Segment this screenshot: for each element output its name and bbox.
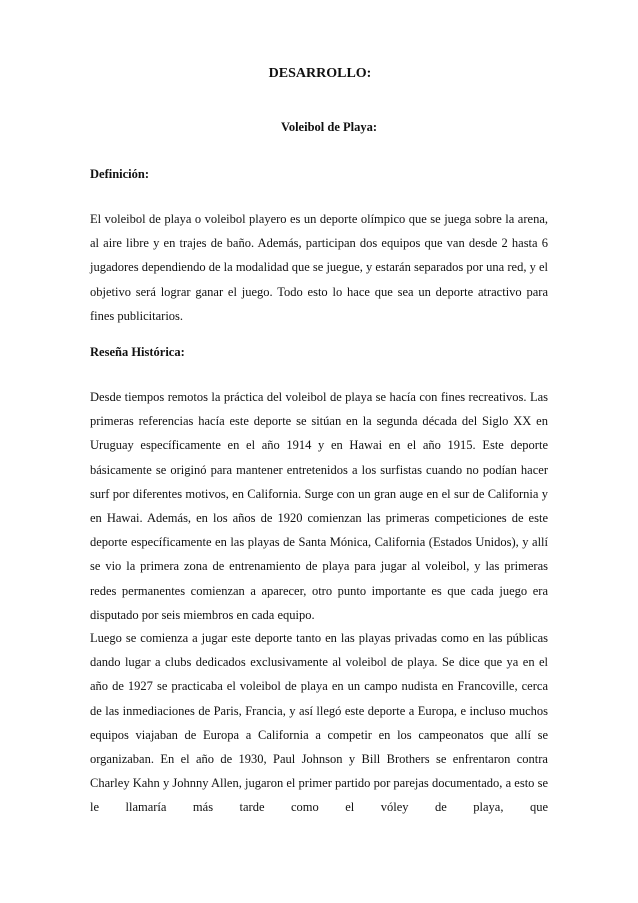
- definition-heading: Definición:: [90, 167, 150, 181]
- history-paragraph-2: Luego se comienza a jugar este deporte tanto en las playas privadas como en las públicas dando lugar a clubs dedicados exclusivamente al voleibol de playa. Se dice que ya en el año de 1927 se practicaba el voleibol de playa en un campo nudista en Francoville, cerca de las inmediaciones de Paris, Francia, y así llegó este deporte a Europa, e incluso muchos equipos viajaban de Europa a California a competir en los campeonatos que allí se organizaban. En el año de 1930, Paul Johnson y Bill Brothers se enfrentaron contra Charley Kahn y Johnny Allen, jugaron el primer partido por parejas documentado, a esto se le llamaría más tarde como el vóley de playa, que: [90, 631, 548, 815]
- document-subtitle: Voleibol de Playa:: [280, 120, 378, 134]
- definition-paragraph: El voleibol de playa o voleibol playero es un deporte olímpico que se juega sobre la arena, al aire libre y en trajes de baño. Además, participan dos equipos que van desde 2 hasta 6 jugadores dependiendo de la modalidad que se juegue, y estarán separados por una red, y el objetivo será lograr ganar el juego. Todo esto lo hace que sea un deporte atractivo para fines publicitarios.: [90, 212, 548, 323]
- history-heading: Reseña Histórica:: [90, 345, 185, 359]
- document-title: DESARROLLO:: [268, 66, 372, 81]
- history-paragraph-1: Desde tiempos remotos la práctica del voleibol de playa se hacía con fines recreativos. Las primeras referencias hacía este deporte se sitúan en la segunda década del Siglo XX en Uruguay específicamente en el año 1914 y en Hawai en el año 1915. Este deporte básicamente se originó para mantener entretenidos a los surfistas cuando no podían hacer surf por diferentes motivos, en California. Surge con un gran auge en el sur de California y en Hawai. Además, en los años de 1920 comienzan las primeras competiciones de este deporte específicamente en las playas de Santa Mónica, California (Estados Unidos), y allí se vio la primera zona de entrenamiento de playa para jugar al voleibol, y las primeras redes permanentes comienzan a aparecer, otro punto importante es que cada juego era disputado por seis miembros en cada equipo.: [90, 390, 548, 622]
